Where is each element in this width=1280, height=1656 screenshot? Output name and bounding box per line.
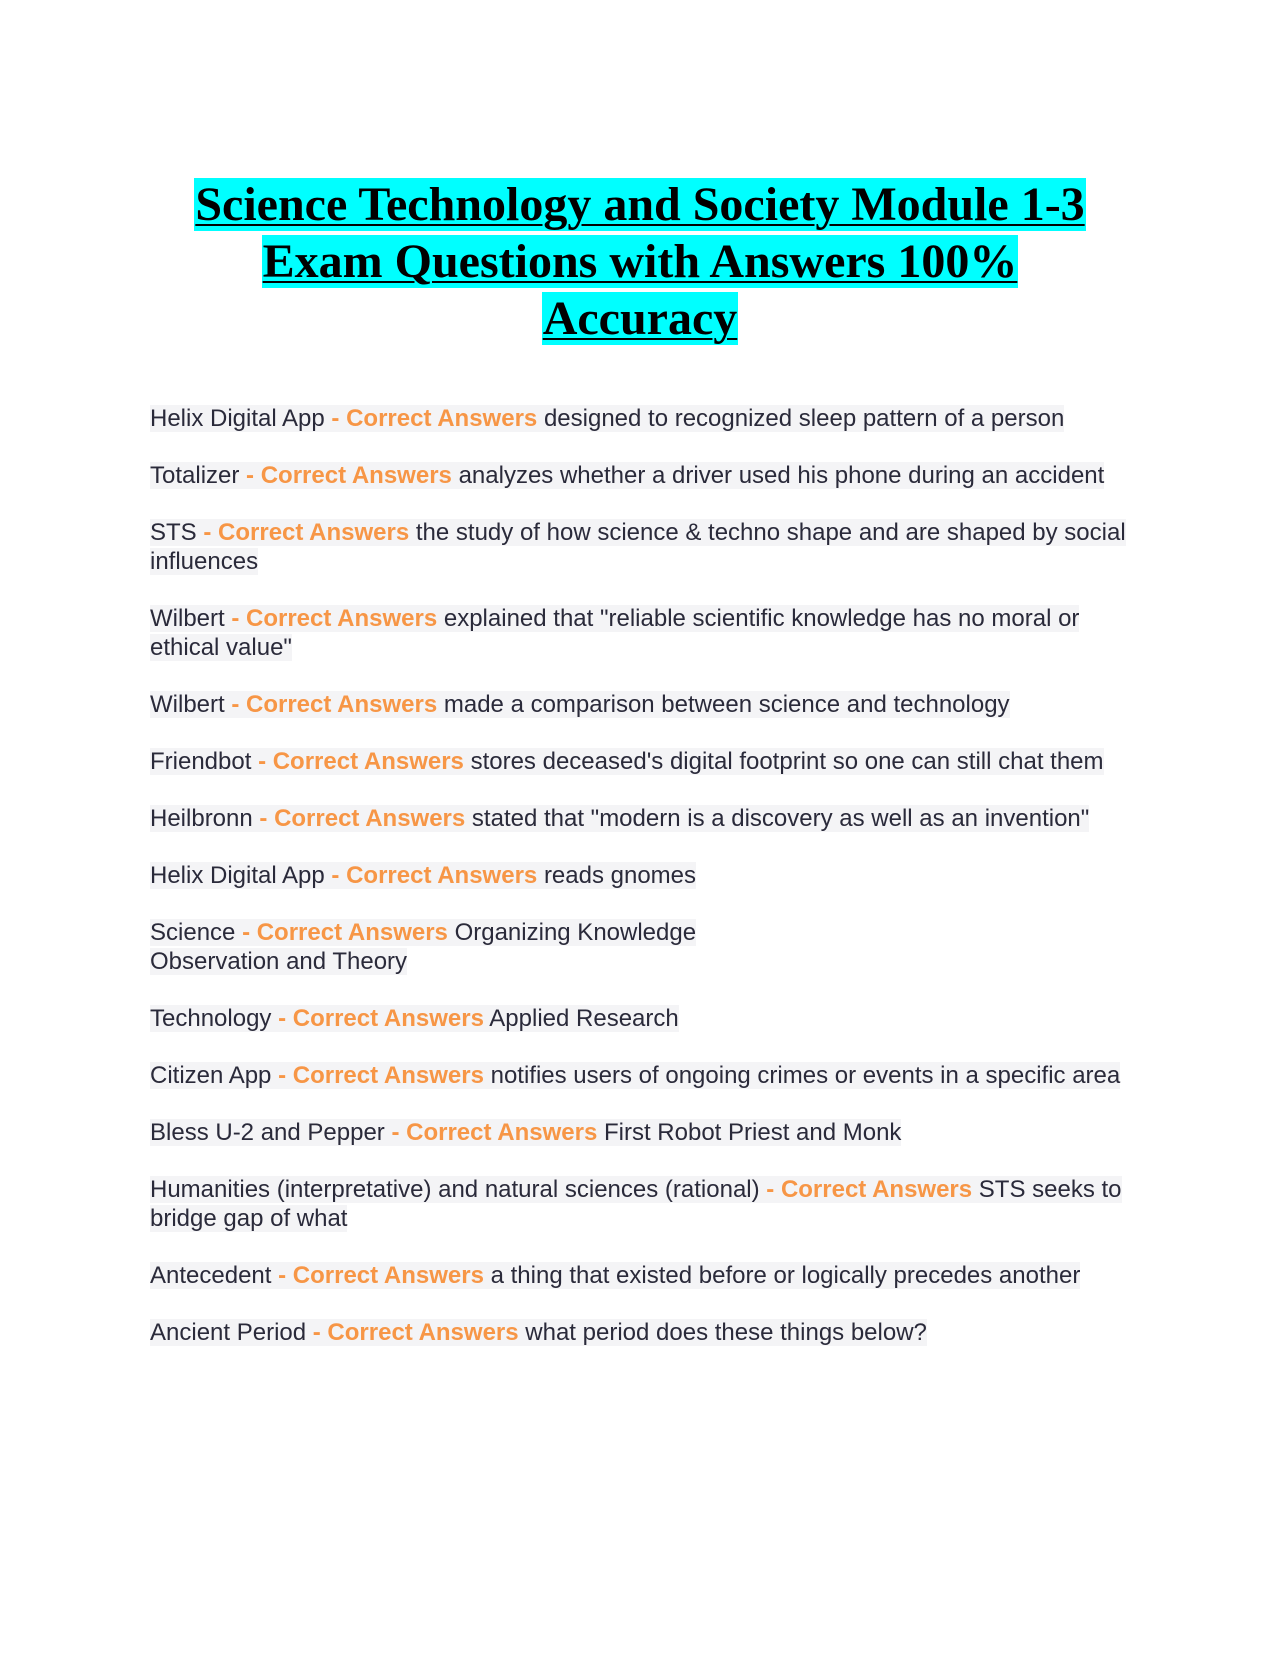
- qa-answer: designed to recognized sleep pattern of a person: [543, 405, 1065, 432]
- qa-answer: reads gnomes: [543, 862, 697, 889]
- qa-item: [150, 1061, 1130, 1090]
- title-line: Accuracy: [542, 292, 738, 345]
- title-line: Exam Questions with Answers 100%: [262, 235, 1018, 288]
- qa-term: Antecedent: [150, 1262, 272, 1289]
- qa-term: Science: [150, 919, 236, 946]
- qa-term: STS: [150, 519, 197, 546]
- qa-item: [150, 604, 1130, 662]
- qa-list: [150, 380, 1130, 1375]
- qa-answer: explained that "reliable scientific knowledge has no moral or ethical value": [150, 605, 1080, 661]
- qa-term: Bless U-2 and Pepper: [150, 1119, 385, 1146]
- qa-item: [150, 518, 1130, 576]
- qa-answer-line2: Observation and Theory: [150, 948, 408, 975]
- qa-separator: - Correct Answers: [259, 805, 466, 832]
- qa-item: [150, 804, 1130, 833]
- qa-separator: - Correct Answers: [331, 862, 538, 889]
- qa-separator: - Correct Answers: [203, 519, 410, 546]
- qa-separator: - Correct Answers: [278, 1005, 484, 1032]
- qa-answer: First Robot Priest and Monk: [603, 1119, 902, 1146]
- qa-term: Ancient Period: [150, 1319, 307, 1346]
- qa-item: [150, 690, 1130, 719]
- qa-answer: the study of how science & techno shape and are shaped by social influences: [150, 519, 1126, 575]
- qa-item: [150, 1261, 1130, 1290]
- qa-answer: a thing that existed before or logically precedes another: [490, 1262, 1081, 1289]
- qa-term: Friendbot: [150, 748, 252, 775]
- qa-term: Citizen App: [150, 1062, 272, 1089]
- qa-item: [150, 404, 1130, 433]
- qa-answer: stores deceased's digital footprint so one can still chat them: [470, 748, 1104, 775]
- qa-term: Humanities (interpretative) and natural sciences (rational): [150, 1176, 760, 1203]
- qa-term: Wilbert: [150, 605, 225, 632]
- title-line: Science Technology and Society Module 1-3: [195, 178, 1085, 231]
- qa-answer: STS seeks to bridge gap of what: [150, 1176, 1122, 1232]
- qa-answer: stated that "modern is a discovery as well as an invention": [471, 805, 1090, 832]
- qa-separator: - Correct Answers: [231, 691, 438, 718]
- qa-answer: analyzes whether a driver used his phone during an accident: [458, 462, 1105, 489]
- qa-item: [150, 1004, 1130, 1033]
- qa-separator: - Correct Answers: [312, 1319, 519, 1346]
- qa-item: [150, 1318, 1130, 1347]
- qa-item: [150, 861, 1130, 890]
- qa-separator: - Correct Answers: [242, 919, 448, 946]
- qa-separator: - Correct Answers: [258, 748, 464, 775]
- qa-term: Heilbronn: [150, 805, 253, 832]
- qa-item: [150, 461, 1130, 490]
- qa-item: [150, 1118, 1130, 1147]
- qa-answer: Organizing Knowledge: [454, 919, 697, 946]
- qa-item: [150, 1175, 1130, 1233]
- qa-separator: - Correct Answers: [231, 605, 438, 632]
- qa-term: Helix Digital App: [150, 405, 325, 432]
- qa-separator: - Correct Answers: [246, 462, 452, 489]
- document-title: [140, 176, 1140, 347]
- qa-answer: what period does these things below?: [525, 1319, 927, 1346]
- qa-term: Wilbert: [150, 691, 225, 718]
- qa-answer: notifies users of ongoing crimes or events in a specific area: [490, 1062, 1121, 1089]
- qa-answer: made a comparison between science and technology: [443, 691, 1010, 718]
- qa-item: [150, 918, 1130, 976]
- qa-separator: - Correct Answers: [331, 405, 538, 432]
- qa-separator: - Correct Answers: [278, 1062, 484, 1089]
- qa-item: [150, 747, 1130, 776]
- qa-term: Technology: [150, 1005, 272, 1032]
- qa-separator: - Correct Answers: [391, 1119, 598, 1146]
- qa-separator: - Correct Answers: [278, 1262, 484, 1289]
- qa-term: Totalizer: [150, 462, 240, 489]
- qa-term: Helix Digital App: [150, 862, 325, 889]
- qa-separator: - Correct Answers: [766, 1176, 973, 1203]
- qa-answer: Applied Research: [489, 1005, 679, 1032]
